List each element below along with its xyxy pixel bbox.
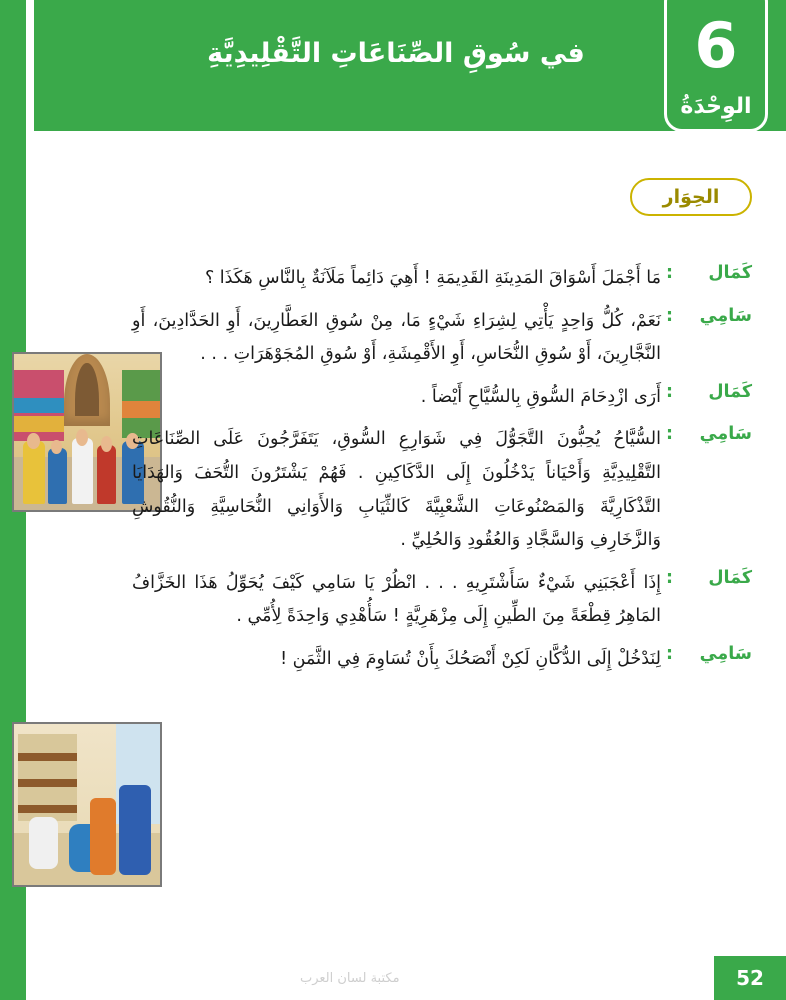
speaker-colon: : [666, 567, 673, 588]
utterance-text: لِنَدْخُلْ إِلَى الدُّكَّانِ لَكِنْ أَنْصَحُكَ بِأَنْ تُسَاوِمَ فِي الثَّمَنِ ! [280, 648, 661, 669]
dialogue-list [132, 262, 752, 686]
man-blue-figure [119, 785, 151, 875]
footer-watermark: مكتبة لسان العرب [300, 971, 400, 986]
speaker-colon: : [666, 381, 673, 402]
figure-head [101, 436, 112, 451]
dialogue-turn [132, 305, 752, 372]
dialogue-turn [132, 262, 752, 296]
speaker-name: كَمَال [708, 263, 752, 283]
speaker-colon: : [666, 263, 673, 283]
shelf [18, 753, 76, 761]
section-label-dialogue: الحِوَار [630, 178, 752, 216]
utterance-text: أَرَى ازْدِحَامَ السُّوقِ بِالسُّيَّاحِ أَيْضاً . [420, 386, 661, 407]
dialogue-turn [132, 381, 752, 415]
utterance-text: السُّيَّاحُ يُحِبُّونَ التَّجَوُّلَ فِي شَوَارِعِ السُّوقِ، يَتَفَرَّجُونَ عَلَى الصِّنَاعَاتِ التَّقْلِيدِيَّةِ وَأَحْيَاناً يَدْخُلُونَ إِلَى الدَّكَاكِينِ . فَهُمْ يَشْتَرُونَ التُّحَفَ وَالهَدَايَا التَّذْكَارِيَّةَ وَالمَصْنُوعَاتِ الشَّعْبِيَّةَ كَالثِّيَابِ وَالأَوَانِي النُّحَاسِيَّةِ وَالنُّقُوشِ وَالزَّخَارِفِ وَالسَّجَّادِ وَالعُقُودِ وَالحُلِيِّ . [132, 429, 661, 551]
page-number: 52 [714, 956, 786, 1000]
utterance-text: إِذَا أَعْجَبَنِي شَيْءٌ سَأَشْتَرِيهِ . . . انْظُرْ يَا سَامِي كَيْفَ يُحَوِّلُ هَذَا الخَزَّافُ المَاهِرُ قِطْعَةً مِنَ الطِّينِ إِلَى مِزْهَرِيَّةٍ ! سَأُهْدِي وَاحِدَةً لِأُمِّي . [132, 572, 661, 627]
potter-figure [29, 817, 58, 869]
dialogue-turn [132, 567, 752, 634]
speaker-name: سَامِي [699, 305, 752, 326]
shopper-figure [48, 448, 67, 504]
unit-number: 6 [694, 9, 738, 82]
shelf [18, 805, 76, 813]
speaker-colon: : [666, 305, 673, 326]
figure-head [76, 429, 88, 446]
dialogue-turn [132, 423, 752, 557]
figure-head [27, 433, 40, 449]
utterance-text: مَا أَجْمَلَ أَسْوَاقَ المَدِينَةِ القَدِيمَةِ ! أَهِيَ دَائِماً مَلَآنَةٌ بِالنَّاسِ هَكَذَا ؟ [204, 268, 661, 288]
unit-word: الوِحْدَةُ [680, 94, 752, 119]
unit-title: في سُوقِ الصِّنَاعَاتِ التَّقْلِيدِيَّةِ [207, 38, 585, 69]
shopper-figure [23, 441, 45, 503]
page-header [0, 0, 786, 131]
pottery-shop-illustration [12, 722, 162, 887]
shopper-figure [97, 445, 116, 504]
unit-number-badge [664, 0, 768, 132]
figure-head [51, 440, 62, 455]
stall-left-stripe2 [14, 416, 64, 432]
man-orange-figure [90, 798, 116, 875]
shelf [18, 779, 76, 787]
shopper-figure [72, 438, 92, 504]
utterance-text: نَعَمْ، كُلُّ وَاحِدٍ يَأْتِي لِشِرَاءِ شَيْءٍ مَا، مِنْ سُوقِ العَطَّارِينَ، أَوِ الحَدَّادِينَ، أَوِ النَّجَّارِينَ، أَوْ سُوقِ النُّحَاسِ، أَوِ الأَقْمِشَةِ، أَوْ سُوقِ المُجَوْهَرَاتِ . . . [132, 310, 661, 365]
stall-left-stripe [14, 398, 64, 414]
dialogue-turn [132, 643, 752, 677]
speaker-colon: : [666, 424, 673, 445]
shop-background [14, 724, 160, 885]
speaker-colon: : [666, 643, 673, 664]
speaker-name: كَمَال [708, 567, 752, 588]
speaker-name: كَمَال [708, 381, 752, 402]
speaker-name: سَامِي [699, 643, 752, 664]
speaker-name: سَامِي [699, 424, 752, 445]
